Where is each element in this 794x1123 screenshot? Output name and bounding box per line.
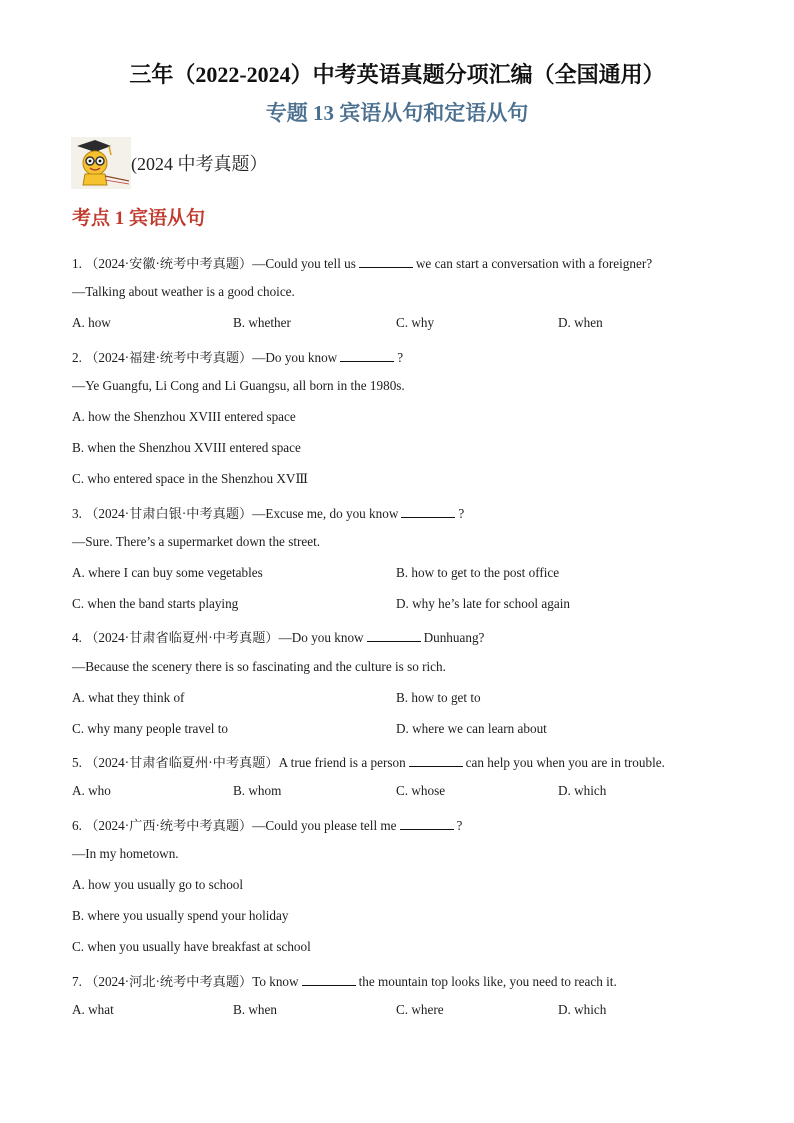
question-5-option-d: D. which bbox=[558, 783, 607, 798]
question-1-option-a: A. how bbox=[72, 315, 111, 330]
page-title: 三年（2022-2024）中考英语真题分项汇编（全国通用） bbox=[129, 62, 665, 87]
answer-blank bbox=[302, 974, 356, 986]
question-4-reply: —Because the scenery there is so fascinating and the culture is so rich. bbox=[72, 659, 446, 674]
question-7-option-d: D. which bbox=[558, 1002, 607, 1017]
question-5-stem bbox=[72, 752, 665, 771]
question-7-option-b: B. when bbox=[233, 1002, 277, 1017]
question-stem-text: 4. （2024·甘肃省临夏州·中考真题）—Do you know bbox=[72, 630, 364, 645]
question-6-stem bbox=[72, 815, 462, 834]
answer-blank bbox=[409, 755, 463, 767]
question-4-option-c: C. why many people travel to bbox=[72, 721, 229, 736]
question-3-stem bbox=[72, 503, 464, 522]
question-stem-text: the mountain top looks like, you need to reach it. bbox=[358, 974, 617, 989]
question-3-option-a: A. where I can buy some vegetables bbox=[72, 565, 263, 580]
section-heading: 考点 1 宾语从句 bbox=[72, 208, 206, 229]
question-stem-text: 3. （2024·甘肃白银·中考真题）—Excuse me, do you know bbox=[72, 506, 399, 521]
question-7-stem bbox=[72, 971, 617, 990]
question-stem-text: Dunhuang? bbox=[423, 630, 485, 645]
question-5-option-c: C. whose bbox=[396, 783, 446, 798]
question-3-option-c: C. when the band starts playing bbox=[72, 596, 239, 611]
question-2-reply: —Ye Guangfu, Li Cong and Li Guangsu, all born in the 1980s. bbox=[72, 378, 405, 393]
question-2-option-a: A. how the Shenzhou XVIII entered space bbox=[72, 409, 296, 424]
question-stem-text: ? bbox=[397, 350, 404, 365]
question-stem-text: 7. （2024·河北·统考中考真题）To know bbox=[72, 974, 299, 989]
answer-blank bbox=[359, 256, 413, 268]
question-4-option-d: D. where we can learn about bbox=[396, 721, 547, 736]
question-1-reply: —Talking about weather is a good choice. bbox=[72, 284, 295, 299]
question-6-option-c: C. when you usually have breakfast at school bbox=[72, 939, 311, 954]
topic-subtitle: 专题 13 宾语从句和定语从句 bbox=[265, 101, 529, 125]
question-5-option-a: A. who bbox=[72, 783, 111, 798]
answer-blank bbox=[367, 630, 421, 642]
question-7-option-a: A. what bbox=[72, 1002, 114, 1017]
question-3-option-b: B. how to get to the post office bbox=[396, 565, 560, 580]
answer-blank bbox=[400, 818, 454, 830]
question-stem-text: 5. （2024·甘肃省临夏州·中考真题）A true friend is a person bbox=[72, 755, 406, 770]
question-6-option-a: A. how you usually go to school bbox=[72, 877, 244, 892]
question-1-option-c: C. why bbox=[396, 315, 435, 330]
question-3-reply: —Sure. There’s a supermarket down the street. bbox=[72, 534, 321, 549]
question-stem-text: 6. （2024·广西·统考中考真题）—Could you please tell me bbox=[72, 818, 397, 833]
question-1-option-d: D. when bbox=[558, 315, 603, 330]
question-stem-text: can help you when you are in trouble. bbox=[465, 755, 665, 770]
question-stem-text: 2. （2024·福建·统考中考真题）—Do you know bbox=[72, 350, 338, 365]
question-6-reply: —In my hometown. bbox=[72, 846, 179, 861]
year-tag: (2024 中考真题） bbox=[131, 154, 268, 174]
question-4-option-a: A. what they think of bbox=[72, 690, 185, 705]
question-2-stem bbox=[72, 347, 403, 366]
scholar-mascot-icon bbox=[71, 137, 131, 189]
question-6-option-b: B. where you usually spend your holiday bbox=[72, 908, 289, 923]
question-7-option-c: C. where bbox=[396, 1002, 444, 1017]
question-stem-text: we can start a conversation with a foreigner? bbox=[415, 256, 653, 271]
question-5-option-b: B. whom bbox=[233, 783, 282, 798]
question-stem-text: ? bbox=[456, 818, 463, 833]
answer-blank bbox=[401, 506, 455, 518]
question-stem-text: 1. （2024·安徽·统考中考真题）—Could you tell us bbox=[72, 256, 356, 271]
question-stem-text: ? bbox=[458, 506, 465, 521]
question-1-option-b: B. whether bbox=[233, 315, 291, 330]
question-3-option-d: D. why he’s late for school again bbox=[396, 596, 570, 611]
question-4-stem bbox=[72, 627, 484, 646]
question-1-stem bbox=[72, 253, 652, 272]
question-4-option-b: B. how to get to bbox=[396, 690, 481, 705]
question-2-option-c: C. who entered space in the Shenzhou XVⅢ bbox=[72, 471, 309, 486]
answer-blank bbox=[340, 350, 394, 362]
question-2-option-b: B. when the Shenzhou XVIII entered space bbox=[72, 440, 301, 455]
